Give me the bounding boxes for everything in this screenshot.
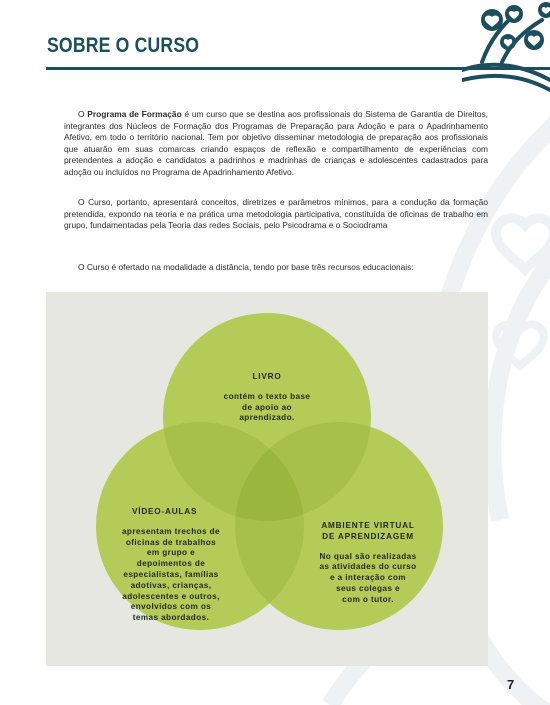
intro-paragraph-2	[64, 197, 488, 232]
venn-diagram	[46, 292, 488, 666]
ambiente-line-3: e a interação com	[330, 573, 406, 583]
ambiente-line-1: No qual são realizadas	[319, 551, 417, 561]
program-name-bold: Programa de Formação	[87, 109, 182, 119]
label-livro	[196, 372, 338, 424]
livro-line-2: de apoio ao	[242, 402, 292, 412]
label-ambiente-virtual	[300, 521, 436, 606]
video-line-6: adotivas, crianças,	[130, 580, 212, 590]
page-title: SOBRE O CURSO	[47, 34, 200, 57]
video-line-1: apresentam trechos de	[121, 526, 221, 536]
video-line-4: depoimentos de	[136, 559, 206, 569]
paragraph-lead: O	[78, 109, 88, 119]
title-underline-divider	[46, 67, 550, 70]
livro-line-3: aprendizado.	[239, 413, 295, 423]
intro-paragraph-3	[64, 262, 488, 274]
video-line-2: oficinas de trabalhos	[125, 537, 217, 547]
ambiente-line-5: com o tutor.	[342, 594, 394, 604]
ambiente-title-line-1: AMBIENTE VIRTUAL	[321, 521, 415, 530]
ambiente-line-4: seus colegas e	[336, 583, 400, 593]
video-line-3: em grupo e	[146, 548, 196, 558]
video-line-8: envolvidos com os	[130, 602, 212, 612]
ambiente-line-2: as atividades do curso	[319, 562, 417, 572]
label-video-aulas	[106, 507, 236, 624]
paragraph-body: é um curso que se destina aos profissionais do Sistema de Garantia de Direitos, integrantes dos Núcleos de Formação dos Programas de Preparação para Adoção e para o Apadrinhamento Afetivo, em todo o território nacional. Tem por objetivo disseminar metodologia de preparação aos profissionais que atuarão em suas comarcas criando espaços de reflexão e compartilhamento de experiências com pretendentes a adoção e candidatos a padrinhos e madrinhas de crianças e adolescentes cadastrados para adoção ou incluídos no Programa de Apadrinhamento Afetivo.	[64, 109, 488, 177]
livro-title: LIVRO	[252, 372, 282, 381]
paragraph-body: O Curso, portanto, apresentará conceitos, diretrizes e parâmetros mínimos, para a condução da formação pretendida, expondo na teoria e na prática uma metodologia participativa, constituída de oficinas de trabalho em grupo, fundamentadas pela Teoria das redes Sociais, pelo Psicodrama e o Sociodrama	[64, 197, 488, 231]
video-line-7: adolescentes e outros,	[122, 591, 220, 601]
intro-paragraph-1	[64, 109, 488, 179]
livro-line-1: contém o texto base	[223, 391, 311, 401]
video-line-5: especialistas, famílias	[123, 569, 219, 579]
video-title: VÍDEO-AULAS	[132, 507, 198, 516]
page-number: 7	[507, 677, 515, 692]
paragraph-body: O Curso é ofertado na modalidade a distância, tendo por base três recursos educacionais:	[78, 262, 414, 272]
tree-logo-icon	[462, 0, 550, 92]
video-line-9: temas abordados.	[132, 613, 210, 623]
ambiente-title-line-2: DE APRENDIZAGEM	[322, 531, 414, 541]
